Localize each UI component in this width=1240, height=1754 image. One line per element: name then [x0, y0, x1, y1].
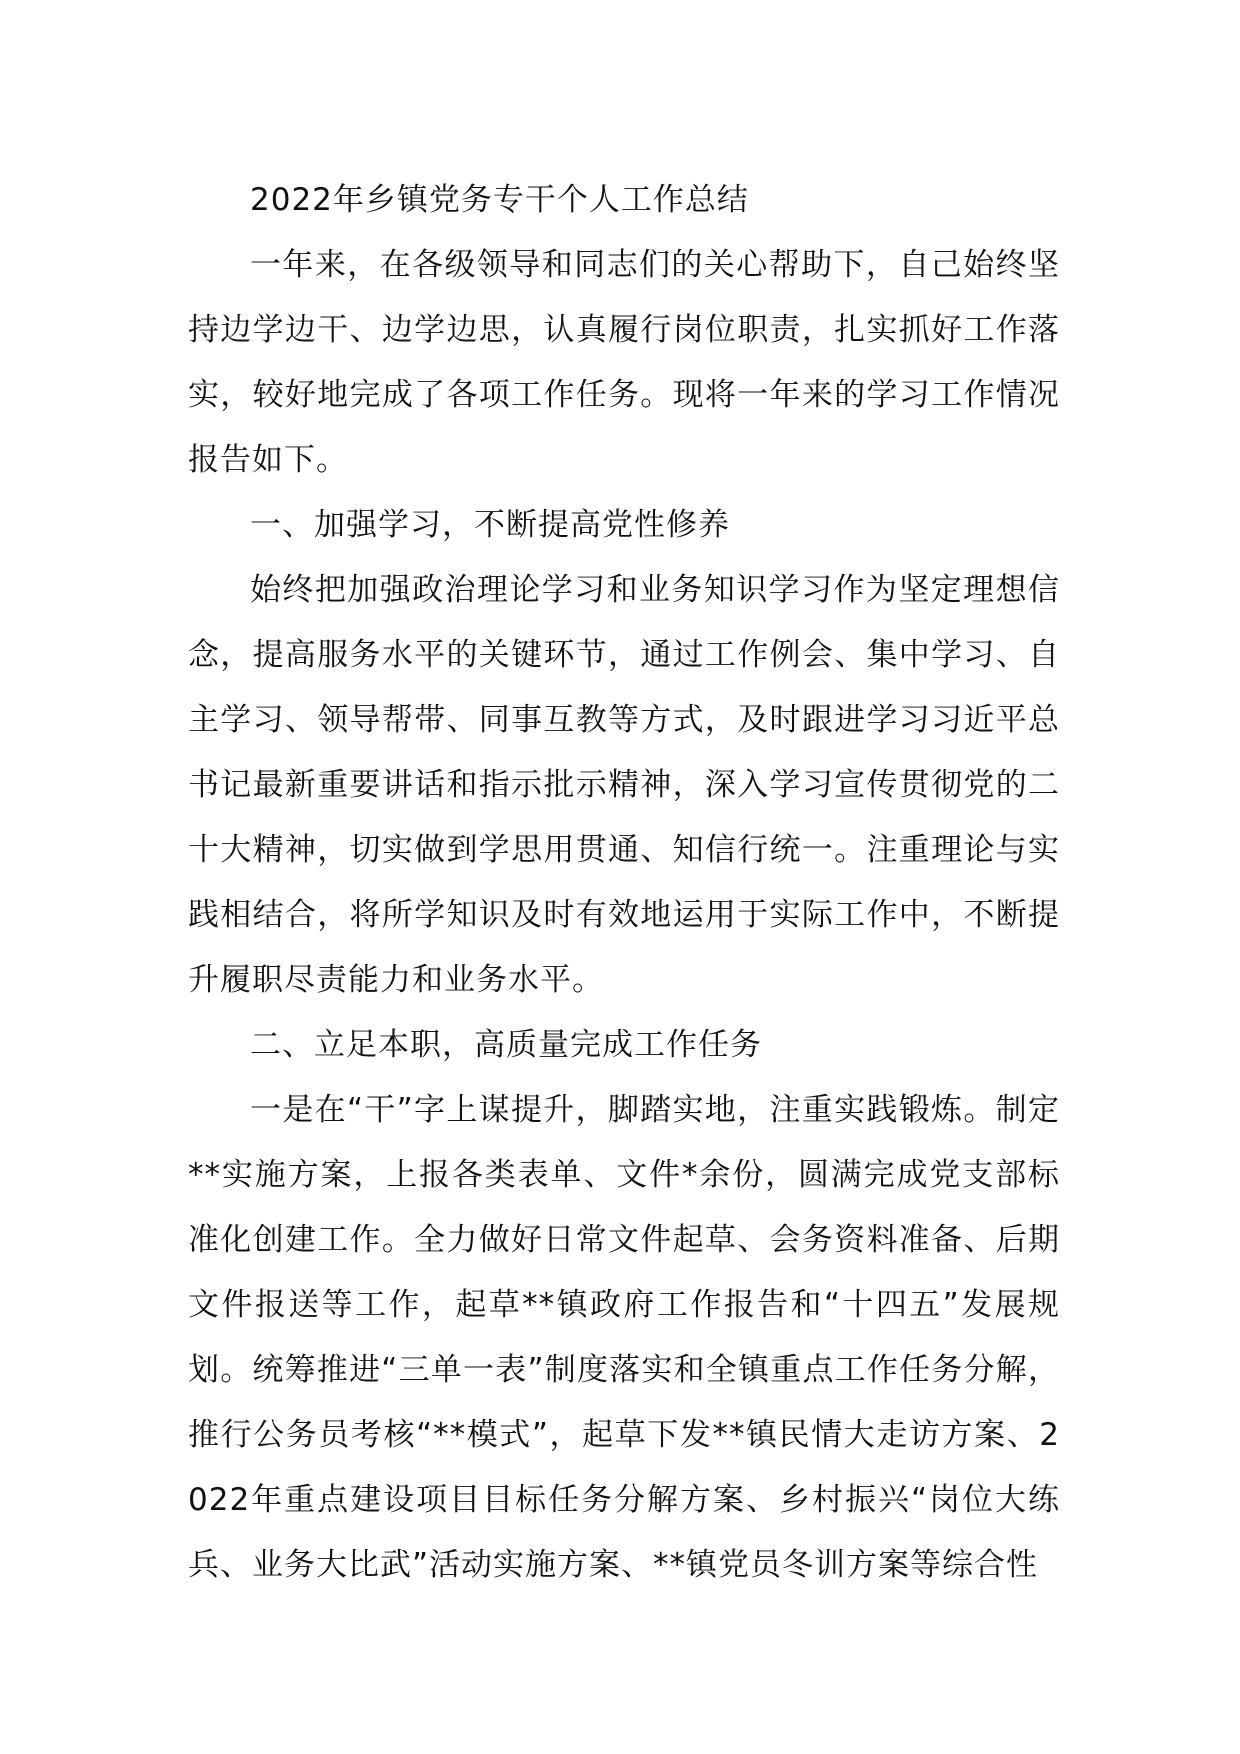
paragraph-intro: 一年来，在各级领导和同志们的关心帮助下，自己始终坚持边学边干、边学边思，认真履行岗位职责，扎实抓好工作落实，较好地完成了各项工作任务。现将一年来的学习工作情况报告如下。	[188, 247, 1060, 478]
section-heading-2: 二、立足本职，高质量完成工作任务	[250, 1027, 762, 1063]
paragraph-section-1: 始终把加强政治理论学习和业务知识学习作为坚定理想信念，提高服务水平的关键环节，通过工作例会、集中学习、自主学习、领导帮带、同事互教等方式，及时跟进学习习近平总书记最新重要讲话和指示批示精神，深入学习宣传贯彻党的二十大精神，切实做到学思用贯通、知信行统一。注重理论与实践相结合，将所学知识及时有效地运用于实际工作中，不断提升履职尽责能力和业务水平。	[188, 572, 1060, 998]
document-title: 2022年乡镇党务专干个人工作总结	[250, 182, 749, 218]
paragraph-section-2: 一是在“干”字上谋提升，脚踏实地，注重实践锻炼。制定**实施方案，上报各类表单、文件*余份，圆满完成党支部标准化创建工作。全力做好日常文件起草、会务资料准备、后期文件报送等工作，起草**镇政府工作报告和“十四五”发展规划。统筹推进“三单一表”制度落实和全镇重点工作任务分解，推行公务员考核“**模式”，起草下发**镇民情大走访方案、2022年重点建设项目目标任务分解方案、乡村振兴“岗位大练兵、业务大比武”活动实施方案、**镇党员冬训方案等综合性	[188, 1092, 1060, 1583]
document-body	[188, 168, 1060, 1598]
section-heading-1: 一、加强学习，不断提高党性修养	[250, 507, 730, 543]
